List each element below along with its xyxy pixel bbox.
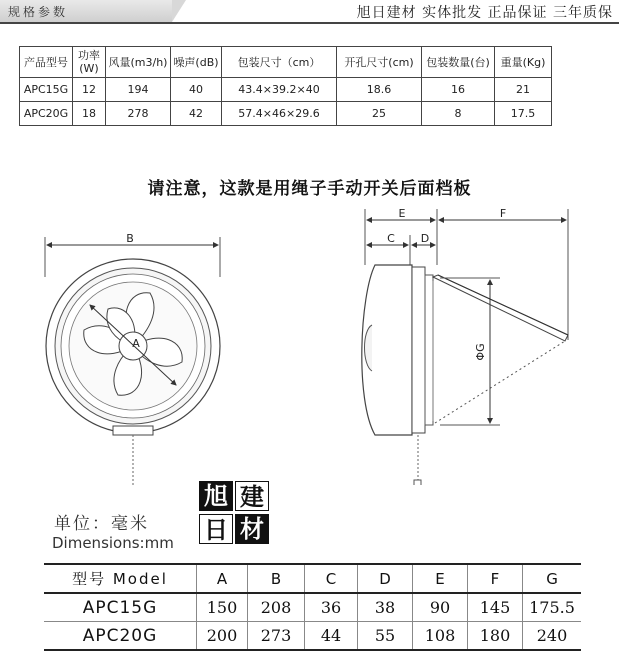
dim-cell: APC15G <box>44 593 197 622</box>
spec-cell: 40 <box>171 78 222 102</box>
dim-label-g: ΦG <box>474 343 487 361</box>
dim-cell: 38 <box>358 593 413 622</box>
dim-header-cell: F <box>468 564 523 593</box>
spec-cell: 57.4×46×29.6 <box>222 102 337 126</box>
dim-cell: APC20G <box>44 622 197 651</box>
logo-char: 旭 <box>199 481 233 511</box>
spec-header-cell: 功率 (W) <box>73 47 106 78</box>
fan-diagram <box>0 195 619 485</box>
dim-label-d: D <box>420 232 430 245</box>
dimensions-label: Dimensions:mm <box>52 534 174 552</box>
logo-char: 建 <box>235 481 269 511</box>
unit-label: 单位：毫米 <box>54 514 149 534</box>
spec-cell: 17.5 <box>495 102 552 126</box>
side-view <box>362 207 568 485</box>
spec-cell: 18 <box>73 102 106 126</box>
dim-header-cell: C <box>305 564 358 593</box>
header-title: 规格参数 <box>8 5 69 19</box>
spec-header-cell: 产品型号 <box>20 47 73 78</box>
spec-header-cell: 包装尺寸（cm） <box>222 47 337 78</box>
dim-cell: 44 <box>305 622 358 651</box>
dim-cell: 175.5 <box>523 593 582 622</box>
spec-cell: 21 <box>495 78 552 102</box>
dimension-table <box>44 563 581 651</box>
dim-label-e: E <box>398 207 406 220</box>
spec-cell: 42 <box>171 102 222 126</box>
dim-header-cell: B <box>248 564 305 593</box>
spec-header-cell: 开孔尺寸(cm) <box>337 47 422 78</box>
spec-cell: 194 <box>106 78 171 102</box>
spec-cell: 16 <box>422 78 495 102</box>
dim-cell: 240 <box>523 622 582 651</box>
spec-cell: 12 <box>73 78 106 102</box>
dim-cell: 273 <box>248 622 305 651</box>
dim-cell: 208 <box>248 593 305 622</box>
notice-text: 请注意，这款是用绳子手动开关后面档板 <box>147 179 472 199</box>
dim-cell: 36 <box>305 593 358 622</box>
dim-header-cell: 型号 Model <box>44 564 197 593</box>
dim-header-cell: A <box>197 564 248 593</box>
header-slogan: 旭日建材 实体批发 正品保证 三年质保 <box>356 5 613 21</box>
dim-header-cell: G <box>523 564 582 593</box>
spec-cell: APC20G <box>20 102 73 126</box>
header-bar <box>0 0 619 24</box>
brand-logo <box>199 481 271 547</box>
logo-char: 日 <box>199 514 233 544</box>
logo-char: 材 <box>235 514 269 544</box>
table-row <box>44 593 581 622</box>
header-divider <box>0 22 619 24</box>
spec-header-cell: 包装数量(台) <box>422 47 495 78</box>
spec-cell: APC15G <box>20 78 73 102</box>
spec-table <box>19 46 552 126</box>
dim-label-b: B <box>126 232 134 245</box>
dim-cell: 180 <box>468 622 523 651</box>
spec-header-cell: 风量(m3/h) <box>106 47 171 78</box>
dim-cell: 150 <box>197 593 248 622</box>
spec-header-cell: 重量(Kg) <box>495 47 552 78</box>
dim-label-f: F <box>499 207 507 220</box>
dim-header-cell: D <box>358 564 413 593</box>
dim-cell: 90 <box>413 593 468 622</box>
dim-cell: 108 <box>413 622 468 651</box>
spec-cell: 18.6 <box>337 78 422 102</box>
table-row <box>20 102 552 126</box>
spec-cell: 278 <box>106 102 171 126</box>
spec-table-header <box>20 47 552 78</box>
dim-cell: 145 <box>468 593 523 622</box>
dim-label-c: C <box>387 232 395 245</box>
spec-cell: 8 <box>422 102 495 126</box>
dim-cell: 200 <box>197 622 248 651</box>
dim-label-a: A <box>132 337 140 350</box>
spec-cell: 25 <box>337 102 422 126</box>
table-row <box>20 78 552 102</box>
dim-header-cell: E <box>413 564 468 593</box>
table-row <box>44 622 581 651</box>
front-view <box>45 232 220 485</box>
spec-header-cell: 噪声(dB) <box>171 47 222 78</box>
spec-cell: 43.4×39.2×40 <box>222 78 337 102</box>
dim-cell: 55 <box>358 622 413 651</box>
dim-table-header <box>44 564 581 593</box>
